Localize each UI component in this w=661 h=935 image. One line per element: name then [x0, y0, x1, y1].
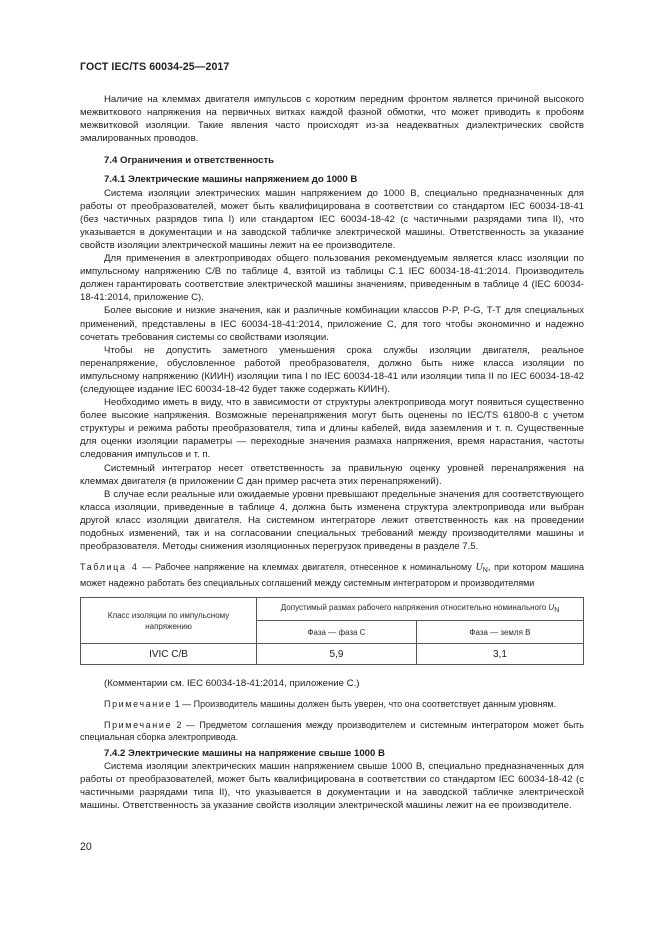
- paragraph-3: Более высокие и низкие значения, как и различные комбинации классов P-P, P-G, T-T для специальных применений, представлены в IEC 60034-18-41:2014, приложение C, для того чтобы экономично и надежно сочетать требования системы со свойствами изоляции.: [80, 305, 584, 343]
- symbol-n: N: [482, 567, 488, 575]
- paragraph-1: Система изоляции электрических машин напряжением до 1000 В, специально предназначенных для работы от преобразователей, может быть квалифицирована в соответствии со стандартом IEC 60034-18-41 (без частичных разрядов типа I) или стандартом IEC 60034-18-42 (с частичными разрядами типа II), что указывается в документации и на заводской табличке электрической машины. Ответственность за указание свойств изоляции электрической машины лежит на ее производителе.: [80, 187, 584, 251]
- table-header-phase-phase: Фаза — фаза C: [257, 621, 417, 644]
- note-2-number: 2: [172, 719, 182, 730]
- section-heading-7-4-2: 7.4.2 Электрические машины на напряжение свыше 1000 В: [104, 747, 385, 759]
- paragraph-6: Системный интегратор несет ответственность за правильную оценку уровней перенапряжения на клеммах двигателя (в приложении C дан пример расчета этих перенапряжений).: [80, 462, 584, 487]
- note-1-text: — Производитель машины должен быть уверен, что она соответствует данным уровням.: [179, 699, 557, 710]
- note-2-text: — Предметом соглашения между производителем и системным интегратором может быть специальная сборка электропривода.: [80, 719, 584, 742]
- note-1-label: Примечание: [104, 699, 173, 710]
- note-1-number: 1: [172, 699, 180, 710]
- paragraph-7: В случае если реальные или ожидаемые уровни превышают предельные значения для соответствующего класса изоляции, приведенные в таблице 4, должна быть изменена структура электропривода или выбран другой класс изоляции двигателя. На системном интеграторе лежит ответственность как на проведении подобных изменений, так и на согласовании специальных требований между производителями машины и преобразователя. Методы снижения изоляционных перегрузок приведены в разделе 7.5.: [80, 488, 584, 553]
- paragraph-4: Чтобы не допустить заметного уменьшения срока службы изоляции двигателя, реальное перенапряжение, обусловленное работой преобразователя, должно быть ниже класса изоляции по импульсному напряжению (КИИН) изоляции типа I по IEC 60034-18-41 или изоляции типа II по IEC 60034-18-42 (следующее издание IEC 60034-18-42 будет также содержать КИИН).: [80, 344, 584, 395]
- page-content: [80, 93, 584, 812]
- table-header-row: [81, 598, 584, 621]
- paragraph-5: Необходимо иметь в виду, что в зависимости от структуры электропривода могут появиться существенно более высокие напряжения. Возможные перенапряжения могут быть оценены по IEC/TS 61800-8 с учетом структуры и режима работы преобразователя, типа и длины кабелей, вида заземления и т. п. Существенные для оценки изоляции параметры — переходные значения размаха напряжения, время нарастания, частоты следования импульсов и т. п.: [80, 397, 584, 461]
- table-row: [81, 644, 584, 665]
- note-2: [80, 719, 584, 743]
- table-caption-part-a: — Рабочее напряжение на клеммах двигателя, отнесенное к номинальному: [138, 562, 476, 573]
- section-heading-7-4: 7.4 Ограничения и ответственность: [104, 155, 275, 167]
- page-header: ГОСТ IEC/TS 60034-25—2017: [80, 61, 230, 73]
- intro-paragraph: Наличие на клеммах двигателя импульсов с коротким передним фронтом является причиной высокого межвиткового напряжения на первичных витках каждой фазной обмотки, что может приводить к пробоям межвитковой изоляции. Такие явления часто происходят из-за неадекватных диэлектрических свойств эмалированных проводов.: [80, 94, 584, 145]
- table-cell-phase-phase: 5,9: [257, 644, 417, 665]
- section-heading-7-4-1: 7.4.1 Электрические машины напряжением до 1000 В: [104, 174, 358, 186]
- header-symbol-n: N: [554, 607, 560, 615]
- table-header-class: Класс изоляции по импульсному напряжению: [81, 598, 257, 644]
- paragraph-2: Для применения в электроприводах общего пользования рекомендуемым является класс изоляции по импульсному напряжению C/B по таблице 4, взятой из таблицы C.1 IEC 60034-18-41:2014. Производитель должен гарантировать соответствие электрической машины значениям, приведенным в таблице 4 (IEC 60034-18-41:2014, приложение C).: [80, 253, 584, 304]
- table-caption-part-b: , при котором машина может надежно работать без специальных соглашений между системным интегратором и производителями: [80, 562, 584, 589]
- symbol-u: U: [475, 562, 483, 574]
- page-number: 20: [80, 841, 92, 853]
- note-1: [80, 698, 584, 710]
- header-symbol-u: U: [548, 603, 555, 613]
- table-cell-phase-ground: 3,1: [416, 644, 583, 665]
- table-header-group-text: Допустимый размах рабочего напряжения относительно номинального: [280, 603, 549, 613]
- paragraph-8: Система изоляции электрических машин напряжением свыше 1000 В, специально предназначенных для работы от преобразователей, может быть квалифицирована в соответствии со стандартом IEC 60034-18-42 (с частичными разрядами типа II), что указывается в документации и на заводской табличке электрической машины. Ответственность за указание свойств изоляции электрической машины лежит на ее производителе.: [80, 761, 584, 812]
- table-header-group: [257, 598, 584, 621]
- table-comment: (Комментарии см. IEC 60034-18-41:2014, приложение C.): [104, 678, 360, 690]
- table-header-phase-ground: Фаза — земля B: [416, 621, 583, 644]
- table-label: Таблица 4: [80, 562, 139, 573]
- table-caption: [80, 561, 584, 589]
- table-cell-class: IVIC C/B: [81, 644, 257, 665]
- voltage-table: [80, 597, 584, 665]
- note-2-label: Примечание: [104, 719, 173, 730]
